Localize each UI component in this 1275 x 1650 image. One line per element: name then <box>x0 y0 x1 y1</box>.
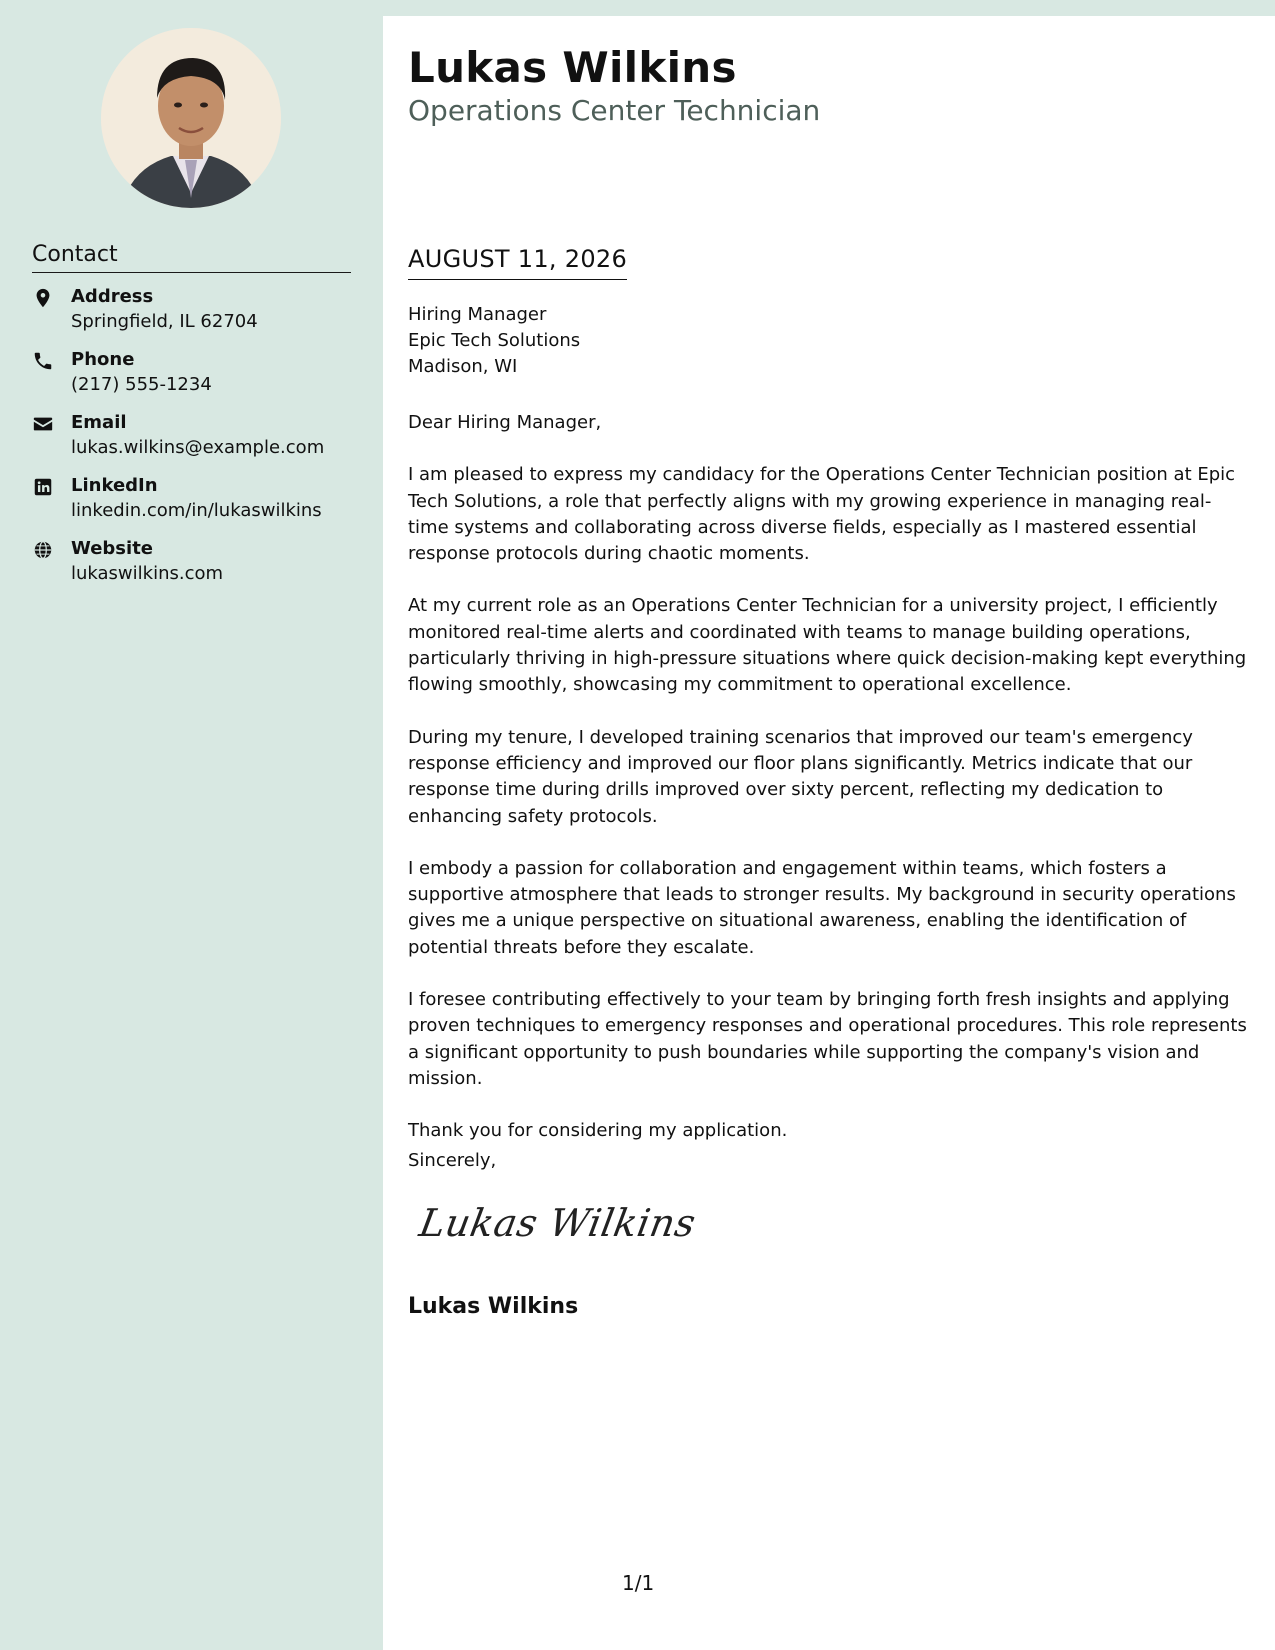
letter-body <box>408 410 1251 1171</box>
contact-label: Phone <box>71 349 135 370</box>
map-pin-icon <box>32 287 54 309</box>
contact-item-linkedin <box>32 474 362 537</box>
contact-list <box>32 285 362 600</box>
contact-item-address <box>32 285 362 348</box>
recipient-line: Hiring Manager <box>408 304 547 325</box>
contact-label: LinkedIn <box>71 475 158 496</box>
body-paragraph: I embody a passion for collaboration and engagement within teams, which fosters a supportive atmosphere that leads to stronger results. My background in security operations gives me a unique perspective on situational awareness, enabling the identification of potential threats before they escalate. <box>408 857 1236 958</box>
contact-value: lukaswilkins.com <box>71 563 224 584</box>
contact-item-website <box>32 537 362 600</box>
salutation: Dear Hiring Manager, <box>408 412 602 433</box>
linkedin-icon <box>32 476 54 498</box>
top-accent-strip <box>383 0 1275 16</box>
contact-label: Address <box>71 286 154 307</box>
contact-value: (217) 555-1234 <box>71 374 212 395</box>
contact-label: Website <box>71 538 154 559</box>
contact-item-phone <box>32 348 362 411</box>
contact-value: linkedin.com/in/lukaswilkins <box>71 500 322 521</box>
job-title: Operations Center Technician <box>408 94 821 127</box>
contact-heading: Contact <box>32 240 351 273</box>
recipient-line: Epic Tech Solutions <box>408 330 581 351</box>
profile-photo-icon <box>101 28 281 208</box>
contact-label: Email <box>71 412 127 433</box>
avatar <box>101 28 281 208</box>
recipient-line: Madison, WI <box>408 356 518 377</box>
closing: Sincerely, <box>408 1150 497 1171</box>
contact-value: Springfield, IL 62704 <box>71 311 258 332</box>
recipient-block <box>408 302 580 380</box>
body-paragraph: I am pleased to express my candidacy for the Operations Center Technician position at Epic Tech Solutions, a role that perfectly aligns with my growing experience in managing real-time systems and collaborating across diverse fields, especially as I mastered essential response protocols during chaotic moments. <box>408 464 1236 565</box>
letter-date: AUGUST 11, 2026 <box>408 243 627 280</box>
page-number: 1/1 <box>622 1571 655 1595</box>
body-paragraph: During my tenure, I developed training scenarios that improved our team's emergency response efficiency and improved our floor plans significantly. Metrics indicate that our response time during drills improved over sixty percent, reflecting my dedication to enhancing safety protocols. <box>408 726 1193 827</box>
signed-name: Lukas Wilkins <box>408 1294 579 1319</box>
globe-icon <box>32 539 54 561</box>
signature: Lukas Wilkins <box>416 1201 700 1245</box>
contact-item-email <box>32 411 362 474</box>
envelope-icon <box>32 413 54 435</box>
phone-icon <box>32 350 54 372</box>
contact-value: lukas.wilkins@example.com <box>71 437 325 458</box>
thank-you-line: Thank you for considering my application. <box>408 1120 788 1142</box>
applicant-name: Lukas Wilkins <box>408 43 737 92</box>
body-paragraph: I foresee contributing effectively to your team by bringing forth fresh insights and applying proven techniques to emergency responses and operational procedures. This role represents a significant opportunity to push boundaries while supporting the company's vision and mission. <box>408 989 1247 1089</box>
body-paragraph: At my current role as an Operations Center Technician for a university project, I efficiently monitored real-time alerts and coordinated with teams to manage building operations, particularly thriving in high-pressure situations where quick decision-making kept everything flowing smoothly, showcasing my commitment to operational excellence. <box>408 595 1247 696</box>
